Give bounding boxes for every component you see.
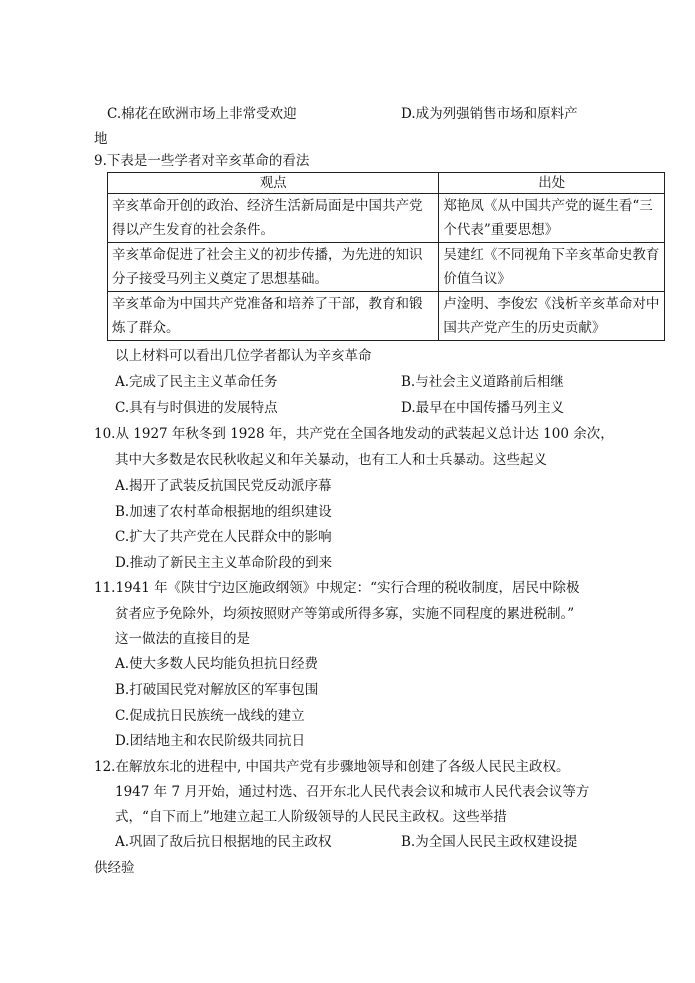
- q12-option-b: B.为全国人民民主政权建设提: [401, 834, 578, 850]
- view-cell: 辛亥革命为中国共产党准备和培养了干部，教育和锻炼了群众。: [108, 292, 439, 341]
- source-cell: 郑艳凤《从中国共产党的诞生看“三个代表”重要思想》: [439, 194, 665, 243]
- q10-stem-line2: 其中大多数是农民秋收起义和年关暴动，也有工人和士兵暴动。这些起义: [115, 452, 547, 468]
- scholar-views-table: [107, 172, 665, 341]
- table-row: [108, 292, 665, 341]
- q10-stem-line1: 10.从 1927 年秋冬到 1928 年，共产党在全国各地发动的武装起义总计达 100 余次，: [94, 426, 614, 442]
- q9-option-b: B.与社会主义道路前后相继: [401, 374, 564, 390]
- q9-prompt: 以上材料可以看出几位学者都认为辛亥革命: [115, 348, 372, 364]
- view-cell: 辛亥革命促进了社会主义的初步传播，为先进的知识分子接受马列主义奠定了思想基础。: [108, 243, 439, 292]
- q12-stem-line3: 式，“自下而上”地建立起工人阶级领导的人民民主政权。这些举措: [115, 809, 507, 825]
- q8-option-d-wrap: 地: [94, 131, 108, 147]
- q9-option-c: C.具有与时俱进的发展特点: [115, 400, 278, 416]
- q11-stem-line2: 贫者应予免除外，均须按照财产等第或所得多寡，实施不同程度的累进税制。”: [115, 606, 575, 622]
- source-cell: 卢淦明、李俊宏《浅析辛亥革命对中国共产党产生的历史贡献》: [439, 292, 665, 341]
- q11-option-d: D.团结地主和农民阶级共同抗日: [115, 733, 306, 749]
- header-view: 观点: [108, 173, 439, 194]
- q11-option-c: C.促成抗日民族统一战线的建立: [115, 708, 305, 724]
- table-row: [108, 194, 665, 243]
- q9-stem: 9.下表是一些学者对辛亥革命的看法: [94, 153, 310, 169]
- q11-option-b: B.打破国民党对解放区的军事包围: [115, 682, 319, 698]
- q10-option-d: D.推动了新民主主义革命阶段的到来: [115, 555, 333, 571]
- q8-option-d: D.成为列强销售市场和原料产: [401, 106, 578, 122]
- table-header-row: [108, 173, 665, 194]
- q12-option-a: A.巩固了敌后抗日根据地的民主政权: [115, 834, 332, 850]
- q11-stem-line1: 11.1941 年《陕甘宁边区施政纲领》中规定：“实行合理的税收制度，居民中除极: [94, 580, 580, 596]
- q9-option-d: D.最早在中国传播马列主义: [401, 400, 565, 416]
- q11-stem-line3: 这一做法的直接目的是: [115, 631, 250, 647]
- q11-option-a: A.使大多数人民均能负担抗日经费: [115, 656, 319, 672]
- q10-option-b: B.加速了农村革命根据地的组织建设: [115, 504, 332, 520]
- source-cell: 吴建红《不同视角下辛亥革命史教育价值刍议》: [439, 243, 665, 292]
- q12-stem-line1: 12.在解放东北的进程中, 中国共产党有步骤地领导和创建了各级人民民主政权。: [94, 759, 570, 775]
- q8-option-c: C.棉花在欧洲市场上非常受欢迎: [107, 106, 297, 122]
- q10-option-a: A.揭开了武装反抗国民党反动派序幕: [115, 478, 332, 494]
- table-row: [108, 243, 665, 292]
- q9-option-a: A.完成了民主主义革命任务: [115, 374, 278, 390]
- header-source: 出处: [439, 173, 665, 194]
- q10-option-c: C.扩大了共产党在人民群众中的影响: [115, 529, 332, 545]
- view-cell: 辛亥革命开创的政治、经济生活新局面是中国共产党得以产生发育的社会条件。: [108, 194, 439, 243]
- q12-stem-line2: 1947 年 7 月开始，通过村选、召开东北人民代表会议和城市人民代表会议等方: [115, 784, 590, 800]
- q12-option-b-wrap: 供经验: [94, 860, 135, 876]
